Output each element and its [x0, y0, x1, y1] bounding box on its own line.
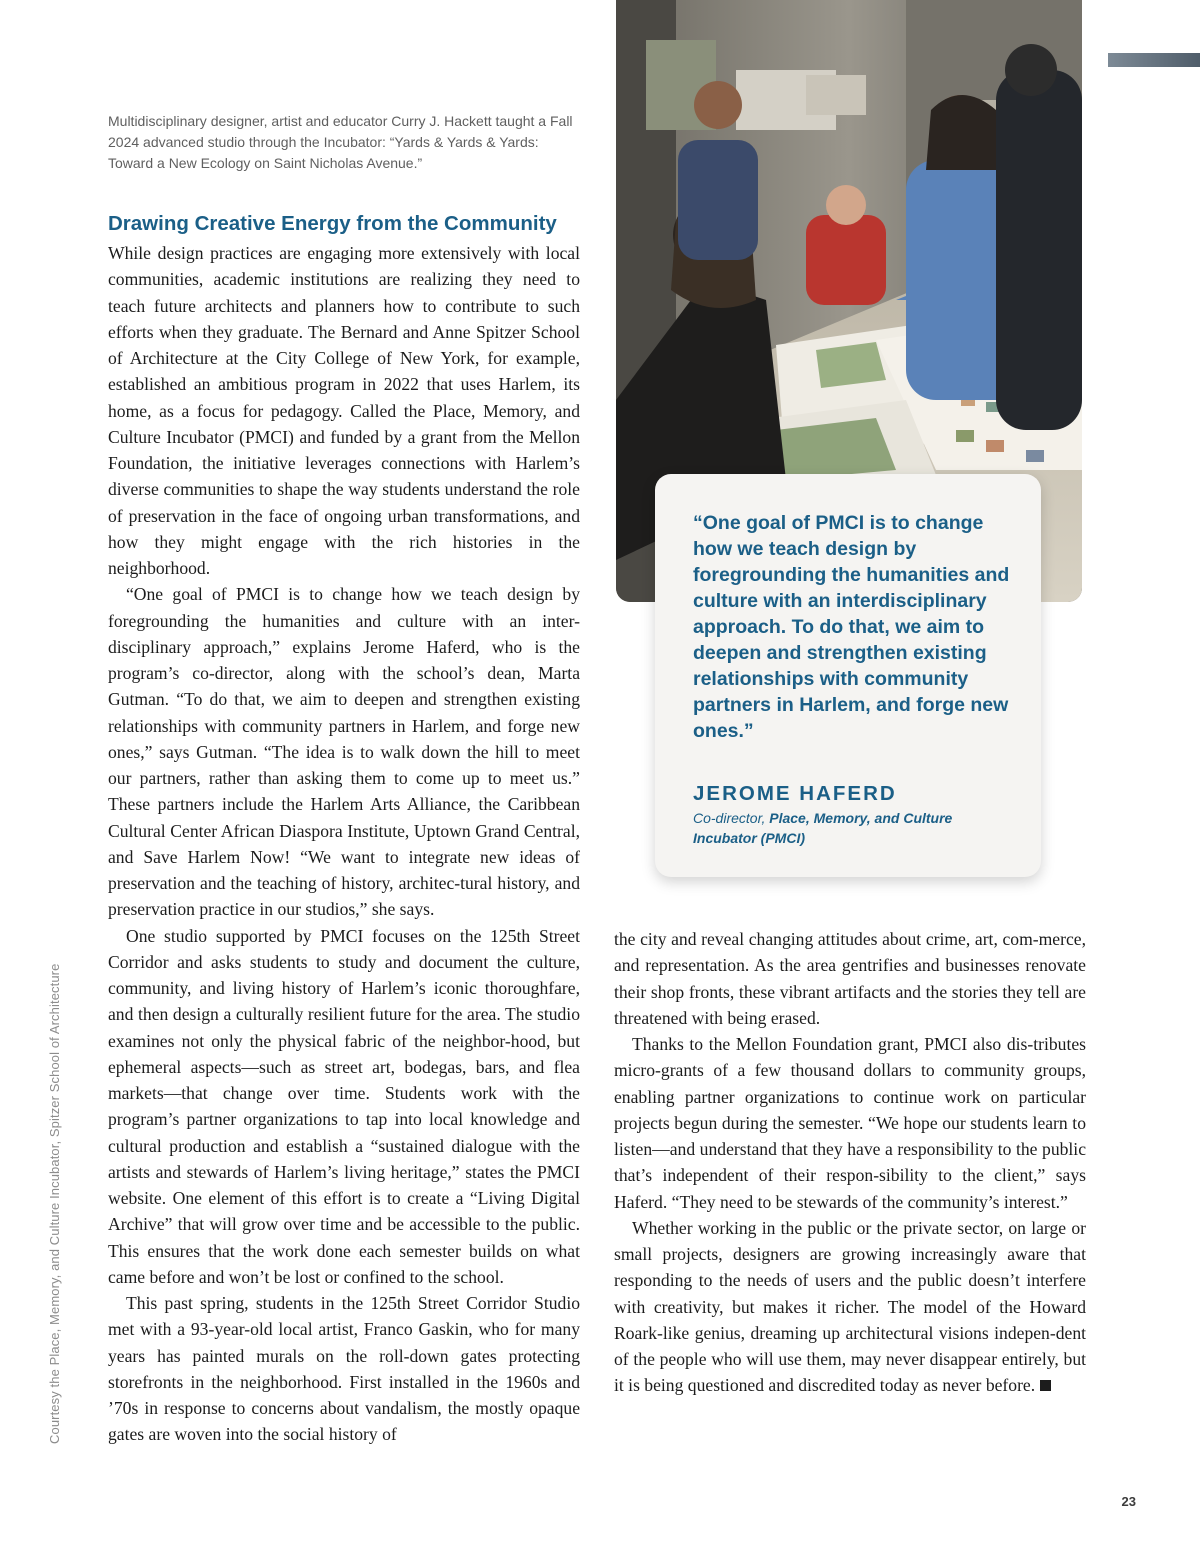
body-paragraph-final [614, 1215, 1086, 1399]
end-of-article-mark [1040, 1380, 1051, 1391]
role-organization: Place, Memory, and Culture Incubator (PMCI) [693, 810, 953, 846]
role-prefix: Co-director, [693, 810, 766, 826]
page-number: 23 [1121, 1494, 1136, 1509]
header-accent-bar [1108, 53, 1200, 67]
body-paragraph: the city and reveal changing attitudes about crime, art, com-merce, and representation. As the area gentrifies and businesses renovate their shop fronts, these vibrant artifacts and the stories they tell are threatened with being erased. [614, 929, 1086, 1028]
body-column-left [108, 240, 580, 1448]
pull-quote-attribution-name: JEROME HAFERD [693, 782, 897, 805]
photo-credit: Courtesy the Place, Memory, and Culture Incubator, Spitzer School of Architecture [47, 963, 62, 1444]
pull-quote-text: “One goal of PMCI is to change how we teach design by foregrounding the humanities and culture with an interdisciplinary approach. To do that, we aim to deepen and strengthen existing relationships with community partners in Harlem, and forge new ones.” [693, 512, 1010, 742]
body-paragraph: While design practices are engaging more extensively with local communities, academic institutions are realizing they need to teach future architects and planners how to contribute to such efforts when they graduate. The Bernard and Anne Spitzer School of Architecture at the City College of New York, for example, established an ambitious program in 2022 that uses Harlem, its home, as a focus for pedagogy. Called the Place, Memory, and Culture Incubator (PMCI) and funded by a grant from the Mellon Foundation, the initiative leverages connections with Harlem’s diverse communities to shape the way students understand the role of preservation in the face of ongoing urban transformations, and how they might engage with the rich histories in the neighborhood. [108, 243, 580, 578]
body-paragraph: This past spring, students in the 125th Street Corridor Studio met with a 93-year-old local artist, Franco Gaskin, who for many years has painted murals on the roll-down gates protecting storefronts in the neighborhood. First installed in the 1960s and ’70s in response to concerns about vandalism, the mostly opaque gates are woven into the social history of [108, 1293, 580, 1445]
pull-quote-card [655, 474, 1041, 877]
final-paragraph-text: Whether working in the public or the private sector, on large or small projects, designers are growing increasingly aware that responding to the needs of users and the public doesn’t interfere with creativity, but makes it richer. The model of the Howard Roark-like genius, dreaming up architectural visions indepen-dent of the people who will use them, may never disappear entirely, but it is being questioned and discredited today as never before. [614, 1217, 1086, 1396]
body-paragraph: One studio supported by PMCI focuses on the 125th Street Corridor and asks students to study and document the culture, community, and living history of Harlem’s iconic thoroughfare, and then design a culturally resilient future for the area. The studio examines not only the physical fabric of the neighbor-hood, but ephemeral aspects—such as street art, bodegas, bars, and flea markets—that change over time. Students work with the program’s partner organizations to tap into local knowledge and cultural production and establish a “sustained dialogue with the artists and stewards of Harlem’s living heritage,” states the PMCI website. One element of this effort is to create a “Living Digital Archive” that will grow over time and be accessible to the public. This ensures that the work done each semester builds on what came before and won’t be lost or confined to the school. [108, 925, 580, 1287]
body-paragraph: Thanks to the Mellon Foundation grant, PMCI also dis-tributes micro-grants of a few thousand dollars to community groups, enabling partner organizations to continue work on particular projects begun during the semester. “We hope our students learn to listen—and understand that they have a responsibility to the public that’s independent of their respon-sibility to the client,” says Haferd. “They need to be stewards of the community’s interest.” [614, 1034, 1086, 1212]
body-paragraph: “One goal of PMCI is to change how we teach design by foregrounding the humanities and culture with an inter-disciplinary approach,” explains Jerome Haferd, who is the program’s co-director, along with the school’s dean, Marta Gutman. “To do that, we aim to deepen and strengthen existing relationships with community partners in Harlem, and forge new ones,” says Gutman. “The idea is to walk down the hill to meet our partners, rather than asking them to come up to meet us.” These partners include the Harlem Arts Alliance, the Caribbean Cultural Center African Diaspora Institute, Uptown Grand Central, and Save Harlem Now! “We want to integrate new ideas of preservation and the teaching of history, architec-tural history, and preservation practice in our studios,” she says. [108, 584, 580, 920]
photo-caption: Multidisciplinary designer, artist and educator Curry J. Hackett taught a Fall 2024 advanced studio through the Incubator: “Yards & Yards & Yards: Toward a New Ecology on Saint Nicholas Avenue.” [108, 113, 573, 171]
pull-quote-attribution-role [693, 808, 1013, 848]
section-heading: Drawing Creative Energy from the Community [108, 212, 557, 235]
body-column-right [614, 926, 1086, 1399]
